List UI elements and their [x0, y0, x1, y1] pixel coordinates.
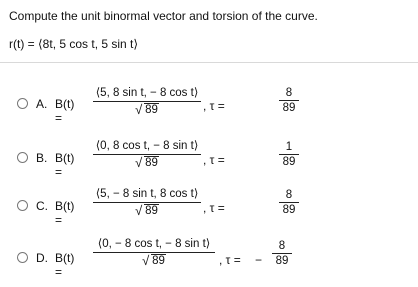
- fraction-bar: [279, 100, 299, 101]
- option-letter: B.: [36, 151, 48, 165]
- option-lhs: B(t) =: [55, 151, 75, 179]
- fraction-bar: [272, 253, 292, 254]
- tau-label: , τ =: [203, 153, 225, 167]
- vector-fraction: [93, 138, 201, 169]
- vector-denominator: 89: [145, 205, 158, 217]
- option-lhs: B(t) =: [55, 97, 75, 125]
- sqrt-symbol: √ 89: [135, 155, 158, 170]
- fraction-bar: [93, 252, 215, 253]
- tau-numerator: 1: [285, 141, 293, 153]
- vector-fraction: [93, 186, 201, 217]
- radio-button[interactable]: [17, 98, 28, 109]
- vector-denominator: 89: [145, 157, 158, 169]
- vector-fraction: [93, 236, 215, 267]
- fraction-bar: [93, 101, 201, 102]
- vector-denominator: 89: [145, 104, 158, 116]
- vector-denominator: 89: [152, 255, 165, 267]
- option-letter: D.: [36, 251, 48, 265]
- vector-numerator: ⟨0, 8 cos t, − 8 sin t⟩: [95, 140, 199, 152]
- vector-fraction: [93, 85, 201, 116]
- radio-button[interactable]: [17, 200, 28, 211]
- vector-numerator: ⟨5, 8 sin t, − 8 cos t⟩: [95, 87, 199, 99]
- tau-label: , τ =: [203, 201, 225, 215]
- tau-fraction: [279, 141, 299, 168]
- tau-label: , τ =: [219, 253, 241, 267]
- sqrt-symbol: √ 89: [142, 253, 165, 268]
- option-letter: C.: [36, 199, 48, 213]
- tau-numerator: 8: [278, 240, 286, 252]
- divider: [0, 62, 418, 63]
- tau-numerator: 8: [285, 189, 293, 201]
- sqrt-symbol: √ 89: [135, 102, 158, 117]
- tau-sign: −: [255, 253, 263, 267]
- option-lhs: B(t) =: [55, 199, 75, 227]
- fraction-bar: [93, 154, 201, 155]
- tau-fraction: [279, 87, 299, 114]
- fraction-bar: [93, 202, 201, 203]
- curve-function: r(t) = ⟨8t, 5 cos t, 5 sin t⟩: [9, 37, 139, 51]
- option-lhs: B(t) =: [55, 251, 75, 279]
- vector-numerator: ⟨5, − 8 sin t, 8 cos t⟩: [95, 188, 199, 200]
- radio-button[interactable]: [17, 252, 28, 263]
- radio-button[interactable]: [17, 152, 28, 163]
- tau-denominator: 89: [282, 156, 296, 168]
- tau-label: , τ =: [203, 99, 225, 113]
- option-letter: A.: [36, 97, 48, 111]
- tau-denominator: 89: [282, 204, 296, 216]
- vector-numerator: ⟨0, − 8 cos t, − 8 sin t⟩: [97, 238, 211, 250]
- tau-fraction: [279, 189, 299, 216]
- sqrt-symbol: √ 89: [135, 203, 158, 218]
- tau-denominator: 89: [275, 255, 289, 267]
- fraction-bar: [279, 202, 299, 203]
- tau-fraction: [272, 240, 292, 267]
- tau-denominator: 89: [282, 102, 296, 114]
- fraction-bar: [279, 154, 299, 155]
- tau-numerator: 8: [285, 87, 293, 99]
- question-text: Compute the unit binormal vector and torsion of the curve.: [9, 9, 318, 23]
